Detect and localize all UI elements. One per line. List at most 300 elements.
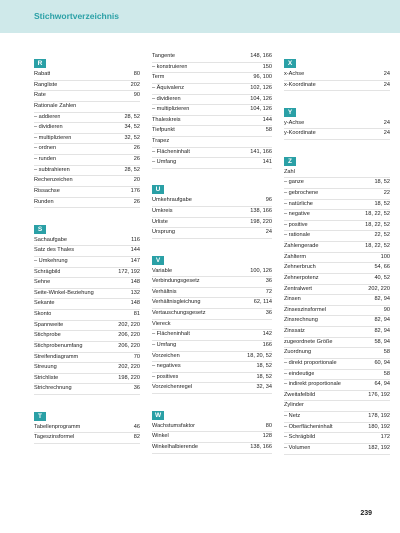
entry-term: Winkel (152, 433, 169, 440)
entry-pages: 142 (262, 331, 272, 338)
index-entry (152, 84, 272, 95)
index-entry (284, 444, 390, 455)
entry-pages: 141 (262, 159, 272, 166)
entry-pages: 202, 220 (118, 364, 140, 371)
entry-term: Seite-Winkel-Beziehung (34, 289, 94, 296)
index-entry (34, 384, 140, 395)
index-entry (152, 352, 272, 363)
index-entry (284, 295, 390, 306)
section-letter-badge: Z (284, 157, 296, 166)
index-entry (152, 148, 272, 159)
index-section (152, 404, 272, 454)
entry-term: Sachaufgabe (34, 236, 67, 243)
index-column-1 (34, 52, 140, 444)
index-entry (284, 274, 390, 285)
entry-term: Trapez (152, 138, 170, 144)
entry-pages: 36 (133, 385, 140, 392)
entry-term: Zweitafelbild (284, 391, 316, 398)
entry-pages: 18, 52 (374, 179, 390, 186)
index-section (34, 405, 140, 444)
entry-pages: 148 (130, 279, 140, 286)
index-entry (284, 189, 390, 200)
entry-term: – multiplizieren (34, 134, 72, 141)
index-entry (284, 316, 390, 327)
entry-pages: 148 (130, 300, 140, 307)
entry-pages: 178, 192 (368, 413, 390, 420)
index-entry (284, 242, 390, 253)
index-entry (284, 263, 390, 274)
entry-pages (136, 102, 140, 112)
entry-pages: 22, 52 (374, 232, 390, 239)
entry-term: Strichrechnung (34, 385, 72, 392)
index-entry (152, 228, 272, 239)
entry-pages: 176, 192 (368, 391, 390, 398)
entry-pages: 26 (133, 156, 140, 162)
entry-term: – dividieren (34, 124, 63, 131)
entry-term: x-Achse (284, 71, 305, 77)
entry-pages: 34, 52 (124, 124, 140, 131)
index-entry (284, 210, 390, 221)
index-entry (284, 306, 390, 317)
entry-pages (268, 137, 272, 147)
index-entry (34, 166, 140, 177)
section-gap (34, 395, 140, 405)
entry-term: Satz des Thales (34, 247, 75, 254)
index-entry (284, 412, 390, 423)
index-entry (34, 278, 140, 289)
index-entry (34, 289, 140, 300)
entry-pages: 90 (133, 92, 140, 99)
index-entry (34, 134, 140, 145)
index-section (34, 52, 140, 208)
entry-term: – positive (284, 221, 308, 228)
entry-term: – addieren (34, 113, 61, 120)
entry-term: Umkehraufgabe (152, 197, 192, 204)
index-entry (152, 330, 272, 341)
entry-term: y-Achse (284, 119, 305, 126)
entry-pages: 46 (133, 423, 140, 430)
entry-term: Rissachse (34, 187, 60, 194)
entry-pages: 104, 126 (250, 95, 272, 102)
entry-term: Runden (34, 198, 54, 205)
entry-term: Verhältnisgleichung (152, 299, 201, 306)
section-gap (34, 208, 140, 218)
index-entry (284, 178, 390, 189)
index-entry (284, 231, 390, 242)
entry-term: Strichliste (34, 374, 59, 381)
index-column-3 (284, 52, 390, 455)
index-entry (34, 144, 140, 155)
entry-pages: 172, 192 (118, 268, 140, 275)
entry-pages: 100 (380, 253, 390, 260)
index-entry (34, 236, 140, 247)
index-entry (284, 433, 390, 444)
entry-term: Thaleskreis (152, 116, 181, 123)
entry-term: y-Koordinate (284, 130, 316, 137)
index-entry (152, 126, 272, 137)
index-entry (152, 95, 272, 106)
entry-term: – negative (284, 211, 310, 218)
index-entry (34, 113, 140, 124)
section-letter-badge: U (152, 185, 164, 194)
entry-pages: 202, 220 (368, 285, 390, 292)
entry-term: Wachstumsfaktor (152, 422, 195, 429)
index-section (284, 101, 390, 140)
entry-pages: 144 (130, 247, 140, 254)
entry-pages: 24 (265, 229, 272, 236)
entry-pages: 18, 20, 52 (247, 352, 272, 359)
entry-pages: 82, 94 (374, 328, 390, 335)
index-entry (34, 155, 140, 166)
index-section (284, 150, 390, 455)
index-entry (152, 298, 272, 309)
entry-pages: 100, 126 (250, 267, 272, 274)
index-entry (284, 359, 390, 370)
entry-pages: 116 (131, 236, 140, 243)
entry-pages: 18, 52 (256, 363, 272, 370)
entry-pages: 166 (262, 341, 272, 348)
entry-pages: 132 (130, 289, 140, 296)
index-entry (284, 285, 390, 296)
entry-pages: 26 (133, 198, 140, 205)
entry-pages: 64, 94 (374, 381, 390, 388)
entry-term: Streifendiagramm (34, 353, 79, 360)
index-entry (34, 321, 140, 332)
index-entry (152, 383, 272, 394)
index-entry (34, 246, 140, 257)
entry-term: – Umfang (152, 341, 177, 348)
entry-term: – gebrochene (284, 189, 319, 196)
index-entry (284, 200, 390, 211)
entry-term: – multiplizieren (152, 106, 190, 113)
index-entry (284, 348, 390, 359)
header-bar (0, 0, 400, 33)
entry-term: Schrägbild (34, 268, 61, 275)
entry-term: Term (152, 74, 165, 81)
index-entry (152, 373, 272, 384)
index-entry (152, 341, 272, 352)
entry-term: Zinssatz (284, 328, 305, 335)
entry-term: Zehnerbruch (284, 264, 316, 271)
entry-pages: 32, 52 (124, 134, 140, 141)
entry-pages: 32, 34 (256, 384, 272, 391)
entry-term: Zylinder (284, 402, 304, 409)
entry-term: – eindeutige (284, 370, 315, 377)
section-letter-badge: R (34, 59, 46, 68)
entry-pages: 90 (383, 306, 390, 313)
index-entry (284, 370, 390, 381)
entry-pages: 180, 192 (368, 423, 390, 430)
entry-term: – Umkehrung (34, 257, 68, 264)
index-column-2 (152, 52, 272, 454)
index-entry (34, 123, 140, 134)
entry-pages: 96, 100 (253, 74, 272, 81)
index-entry (152, 52, 272, 63)
index-entry (152, 443, 272, 454)
entry-term: Stichprobe (34, 332, 61, 339)
index-section (34, 218, 140, 395)
section-gap (284, 140, 390, 150)
entry-pages: 18, 22, 52 (365, 211, 390, 218)
entry-pages: 80 (133, 71, 140, 77)
index-entry (284, 221, 390, 232)
entry-pages: 138, 166 (250, 443, 272, 450)
entry-pages: 18, 52 (256, 373, 272, 380)
entry-term: Vorzeichen (152, 352, 180, 359)
entry-pages: 26 (133, 145, 140, 152)
index-entry (152, 432, 272, 443)
entry-term: Zentralwert (284, 285, 312, 292)
entry-term: – Volumen (284, 444, 311, 451)
entry-term: Rate (34, 92, 46, 99)
index-entry (34, 299, 140, 310)
entry-term: Zinsrechnung (284, 317, 318, 324)
entry-pages: 198, 220 (118, 374, 140, 381)
entry-term: – Schrägbild (284, 434, 316, 441)
page-title: Stichwortverzeichnis (34, 11, 120, 21)
index-entry (34, 257, 140, 268)
entry-term: – natürliche (284, 200, 313, 207)
index-entry (284, 168, 390, 179)
entry-pages: 24 (383, 119, 390, 126)
entry-pages: 62, 114 (253, 299, 272, 306)
index-entry (34, 353, 140, 364)
index-entry (152, 320, 272, 331)
index-entry (284, 391, 390, 402)
entry-term: Vorzeichenregel (152, 384, 193, 391)
entry-term: – Netz (284, 413, 301, 420)
index-entry (284, 70, 390, 81)
entry-term: Zahlengerade (284, 243, 319, 250)
index-entry (152, 267, 272, 278)
entry-term: Skonto (34, 311, 52, 318)
entry-term: Umkreis (152, 208, 173, 215)
entry-pages: 60, 94 (374, 359, 390, 366)
entry-pages: 82, 94 (374, 317, 390, 324)
entry-pages: 24 (383, 130, 390, 137)
index-entry (284, 81, 390, 92)
index-entry (152, 116, 272, 127)
entry-pages: 202, 220 (118, 321, 140, 328)
entry-pages: 70 (133, 353, 140, 360)
entry-pages: 176 (130, 187, 140, 194)
entry-term: Zinsen (284, 296, 301, 303)
entry-term: Rangliste (34, 81, 58, 88)
entry-pages: 58, 94 (374, 338, 390, 345)
entry-pages: 24 (383, 81, 390, 88)
entry-pages: 81 (133, 311, 140, 318)
entry-pages (386, 401, 390, 411)
entry-pages: 102, 126 (250, 84, 272, 91)
entry-pages: 72 (265, 288, 272, 295)
entry-term: – rationale (284, 232, 311, 239)
entry-term: Tiefpunkt (152, 127, 175, 134)
index-entry (152, 309, 272, 320)
entry-term: – Oberflächeninhalt (284, 423, 333, 430)
index-entry (34, 331, 140, 342)
entry-pages: 80 (265, 422, 272, 429)
entry-term: Zahlterm (284, 253, 307, 260)
section-gap (152, 394, 272, 404)
page-number: 239 (360, 510, 372, 517)
entry-term: Tangente (152, 53, 176, 59)
entry-term: – dividieren (152, 95, 181, 102)
section-letter-badge: W (152, 411, 164, 420)
entry-pages: 172 (380, 434, 390, 441)
index-entry (284, 253, 390, 264)
entry-term: – ganze (284, 179, 304, 186)
index-entry (34, 81, 140, 92)
entry-pages: 54, 66 (374, 264, 390, 271)
entry-term: Verhältnis (152, 288, 177, 295)
entry-term: – runden (34, 156, 57, 162)
index-entry (152, 63, 272, 74)
entry-pages: 18, 52 (374, 200, 390, 207)
entry-term: Rationale Zahlen (34, 102, 77, 109)
index-entry (34, 91, 140, 102)
index-entry (34, 310, 140, 321)
section-letter-badge: X (284, 59, 296, 68)
entry-pages: 24 (383, 71, 390, 77)
entry-pages: 148, 166 (250, 53, 272, 59)
entry-pages: 18, 22, 52 (365, 243, 390, 250)
index-entry (152, 362, 272, 373)
entry-pages: 138, 166 (250, 208, 272, 215)
index-entry (34, 433, 140, 444)
entry-term: – direkt proportionale (284, 359, 337, 366)
section-letter-badge: T (34, 412, 46, 421)
entry-term: Zinseszinsformel (284, 306, 326, 313)
section-gap (152, 239, 272, 249)
section-letter-badge: Y (284, 108, 296, 117)
index-entry (34, 423, 140, 434)
entry-pages: 104, 126 (250, 106, 272, 113)
entry-term: Tageszinsformel (34, 434, 75, 441)
index-entry (284, 401, 390, 412)
entry-term: zugeordnete Größe (284, 338, 333, 345)
entry-term: Winkelhalbierende (152, 443, 199, 450)
entry-term: Zehnerpotenz (284, 274, 319, 281)
entry-term: Streuung (34, 364, 57, 371)
index-entry (152, 105, 272, 116)
index-entry (152, 158, 272, 169)
entry-term: Vertauschungsgesetz (152, 310, 206, 317)
entry-pages: 58 (383, 349, 390, 356)
index-entry (34, 102, 140, 113)
index-entry (284, 129, 390, 140)
entry-term: – Umfang (152, 159, 177, 166)
entry-term: – Äquivalenz (152, 84, 185, 91)
entry-term: Tabellenprogramm (34, 423, 81, 430)
index-entry (284, 119, 390, 130)
entry-term: x-Koordinate (284, 81, 316, 88)
entry-pages: 147 (130, 257, 140, 264)
entry-pages: 18, 22, 52 (365, 221, 390, 228)
index-entry (284, 327, 390, 338)
entry-pages: 206, 220 (118, 332, 140, 339)
index-entry (152, 196, 272, 207)
entry-term: – indirekt proportionale (284, 381, 341, 388)
entry-pages: 82 (133, 434, 140, 441)
index-entry (152, 218, 272, 229)
entry-pages (386, 168, 390, 178)
section-letter-badge: S (34, 225, 46, 234)
entry-term: Ursprung (152, 229, 176, 236)
entry-pages: 40, 52 (374, 274, 390, 281)
entry-pages: 22 (383, 189, 390, 196)
entry-term: Viereck (152, 320, 171, 327)
index-entry (152, 137, 272, 148)
entry-term: – konstruieren (152, 63, 188, 70)
entry-term: – negatives (152, 363, 181, 370)
index-entry (34, 342, 140, 353)
entry-term: Sekante (34, 300, 55, 307)
entry-term: Zuordnung (284, 349, 312, 356)
entry-term: – positives (152, 373, 179, 380)
entry-pages: 28, 52 (124, 113, 140, 120)
index-entry (152, 288, 272, 299)
section-letter-badge: V (152, 256, 164, 265)
section-gap (152, 169, 272, 179)
index-entry (284, 423, 390, 434)
index-entry (34, 198, 140, 209)
entry-pages: 36 (265, 310, 272, 317)
entry-pages: 96 (265, 197, 272, 204)
index-entry (152, 207, 272, 218)
entry-term: Rabatt (34, 71, 51, 77)
entry-pages: 58 (383, 370, 390, 377)
entry-term: Zahl (284, 168, 295, 175)
entry-pages: 58 (265, 127, 272, 134)
entry-term: – ordnen (34, 145, 57, 152)
entry-term: Sehne (34, 279, 51, 286)
entry-pages: 206, 220 (118, 342, 140, 349)
index-entry (34, 187, 140, 198)
entry-term: Verbindungsgesetz (152, 278, 200, 285)
index-section (152, 249, 272, 395)
index-entry (284, 338, 390, 349)
entry-pages: 182, 192 (368, 444, 390, 451)
entry-term: Rechenzeichen (34, 177, 73, 184)
entry-pages: 36 (265, 278, 272, 285)
entry-term: Spannweite (34, 321, 64, 328)
entry-pages: 82, 94 (374, 296, 390, 303)
entry-pages: 128 (262, 433, 272, 440)
entry-pages: 198, 220 (250, 218, 272, 225)
entry-term: Variable (152, 267, 173, 274)
index-entry (284, 380, 390, 391)
entry-pages: 150 (262, 63, 272, 70)
entry-term: – subtrahieren (34, 166, 70, 173)
index-entry (34, 70, 140, 81)
index-section (284, 52, 390, 91)
entry-pages: 144 (262, 116, 272, 123)
entry-pages: 20 (133, 177, 140, 184)
entry-term: Stichprobenumfang (34, 342, 83, 349)
entry-term: – Flächeninhalt (152, 331, 190, 338)
entry-pages: 202 (130, 81, 140, 88)
entry-term: Urliste (152, 218, 168, 225)
index-section (152, 52, 272, 169)
index-entry (152, 422, 272, 433)
index-entry (34, 176, 140, 187)
entry-pages (268, 320, 272, 330)
index-entry (34, 268, 140, 279)
index-section (152, 178, 272, 239)
section-gap (284, 91, 390, 101)
index-entry (34, 363, 140, 374)
entry-term: – Flächeninhalt (152, 148, 190, 155)
